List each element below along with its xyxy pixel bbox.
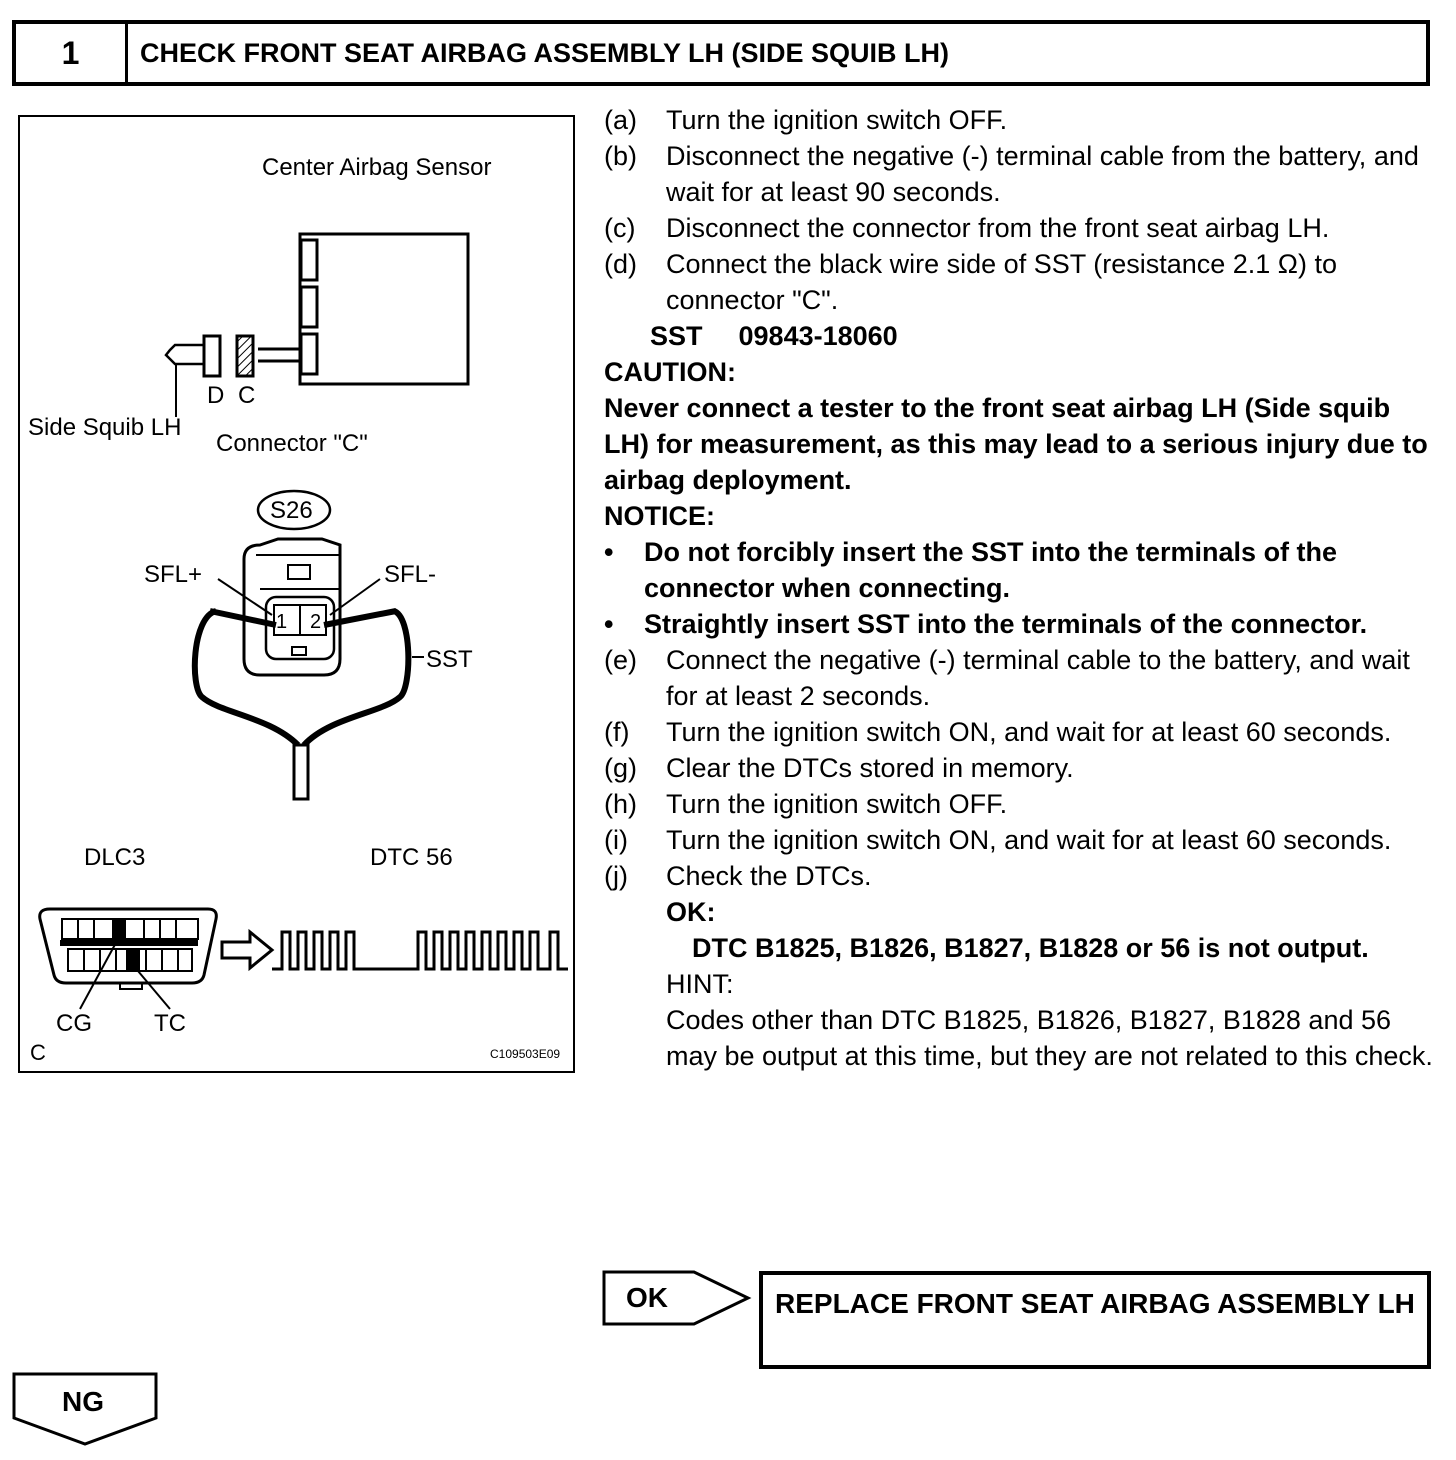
hint-text: Codes other than DTC B1825, B1826, B1827, B1828 and 56 may be output at this time, but they are not related to this check. xyxy=(666,1005,1433,1071)
wiring-figure xyxy=(18,115,575,1073)
figure-illustration xyxy=(20,117,577,1075)
step-c: (c) Disconnect the connector from the front seat airbag LH. xyxy=(604,213,1330,243)
side-squib-lh-label: Side Squib LH xyxy=(28,414,182,441)
corner-c-label: C xyxy=(30,1040,46,1065)
step-d: (d) Connect the black wire side of SST (resistance 2.1 Ω) to connector "C". xyxy=(604,249,1337,315)
procedure-steps xyxy=(604,102,1434,1074)
notice-item-1: • Do not forcibly insert the SST into the terminals of the connector when connecting. xyxy=(604,537,1338,603)
step-b: (b) Disconnect the negative (-) terminal cable from the battery, and wait for at least 90 seconds. xyxy=(604,141,1419,207)
step-a: (a) Turn the ignition switch OFF. xyxy=(604,105,1008,135)
pin-2-label: 2 xyxy=(310,611,322,633)
caution-text: Never connect a tester to the front seat airbag LH (Side squib LH) for measurement, as this may lead to a serious injury due to airbag deployment. xyxy=(604,393,1428,495)
center-airbag-sensor-label: Center Airbag Sensor xyxy=(262,154,492,181)
step-header xyxy=(12,20,1430,86)
sensor-port-3 xyxy=(301,334,317,374)
step-j: (j) Check the DTCs. xyxy=(604,861,872,891)
caution-title: CAUTION: xyxy=(604,357,736,387)
ok-arrow-shape xyxy=(602,1270,752,1328)
notice-title: NOTICE: xyxy=(604,501,715,531)
connector-c-shape xyxy=(237,336,253,376)
sensor-port-1 xyxy=(301,240,317,280)
figure-code: C109503E09 xyxy=(490,1047,561,1061)
cg-label: CG xyxy=(56,1010,92,1037)
step-number: 1 xyxy=(16,24,128,82)
pin-1-label: 1 xyxy=(276,611,288,633)
step-title: CHECK FRONT SEAT AIRBAG ASSEMBLY LH (SIDE SQUIB LH) xyxy=(140,37,950,68)
label-c: C xyxy=(238,382,256,409)
connector-c-label: Connector "C" xyxy=(216,430,368,457)
step-g: (g) Clear the DTCs stored in memory. xyxy=(604,753,1074,783)
dtc56-label: DTC 56 xyxy=(370,844,453,871)
ng-label: NG xyxy=(62,1386,104,1417)
sst-label: SST xyxy=(426,646,473,673)
sfl-plus-label: SFL+ xyxy=(144,561,203,588)
sst-lead xyxy=(294,745,308,799)
ok-text: DTC B1825, B1826, B1827, B1828 or 56 is not output. xyxy=(692,933,1369,963)
sensor-port-2 xyxy=(301,287,317,327)
ok-title: OK: xyxy=(666,897,716,927)
step-h: (h) Turn the ignition switch OFF. xyxy=(604,789,1008,819)
connector-code-label: S26 xyxy=(270,497,313,524)
sfl-minus-label: SFL- xyxy=(384,561,437,588)
hint-title: HINT: xyxy=(666,969,734,999)
ng-result-tag xyxy=(12,1372,158,1446)
ok-action-box: REPLACE FRONT SEAT AIRBAG ASSEMBLY LH xyxy=(759,1271,1431,1369)
notice-item-2: • Straightly insert SST into the terminals of the connector. xyxy=(604,609,1368,639)
connector-d-shape xyxy=(204,336,220,376)
step-e: (e) Connect the negative (-) terminal cable to the battery, and wait for at least 2 seconds. xyxy=(604,645,1410,711)
label-d: D xyxy=(207,382,225,409)
ok-label: OK xyxy=(626,1282,668,1313)
dlc3-label: DLC3 xyxy=(84,844,146,871)
step-f: (f) Turn the ignition switch ON, and wait for at least 60 seconds. xyxy=(604,717,1392,747)
dtc56-waveform xyxy=(272,932,568,969)
tc-label: TC xyxy=(154,1010,186,1037)
ok-result-tag xyxy=(602,1270,752,1328)
arrow-icon xyxy=(222,932,272,968)
sensor-body xyxy=(300,234,468,384)
sst-line: SST 09843-18060 xyxy=(650,321,898,351)
step-i: (i) Turn the ignition switch ON, and wait for at least 60 seconds. xyxy=(604,825,1392,855)
